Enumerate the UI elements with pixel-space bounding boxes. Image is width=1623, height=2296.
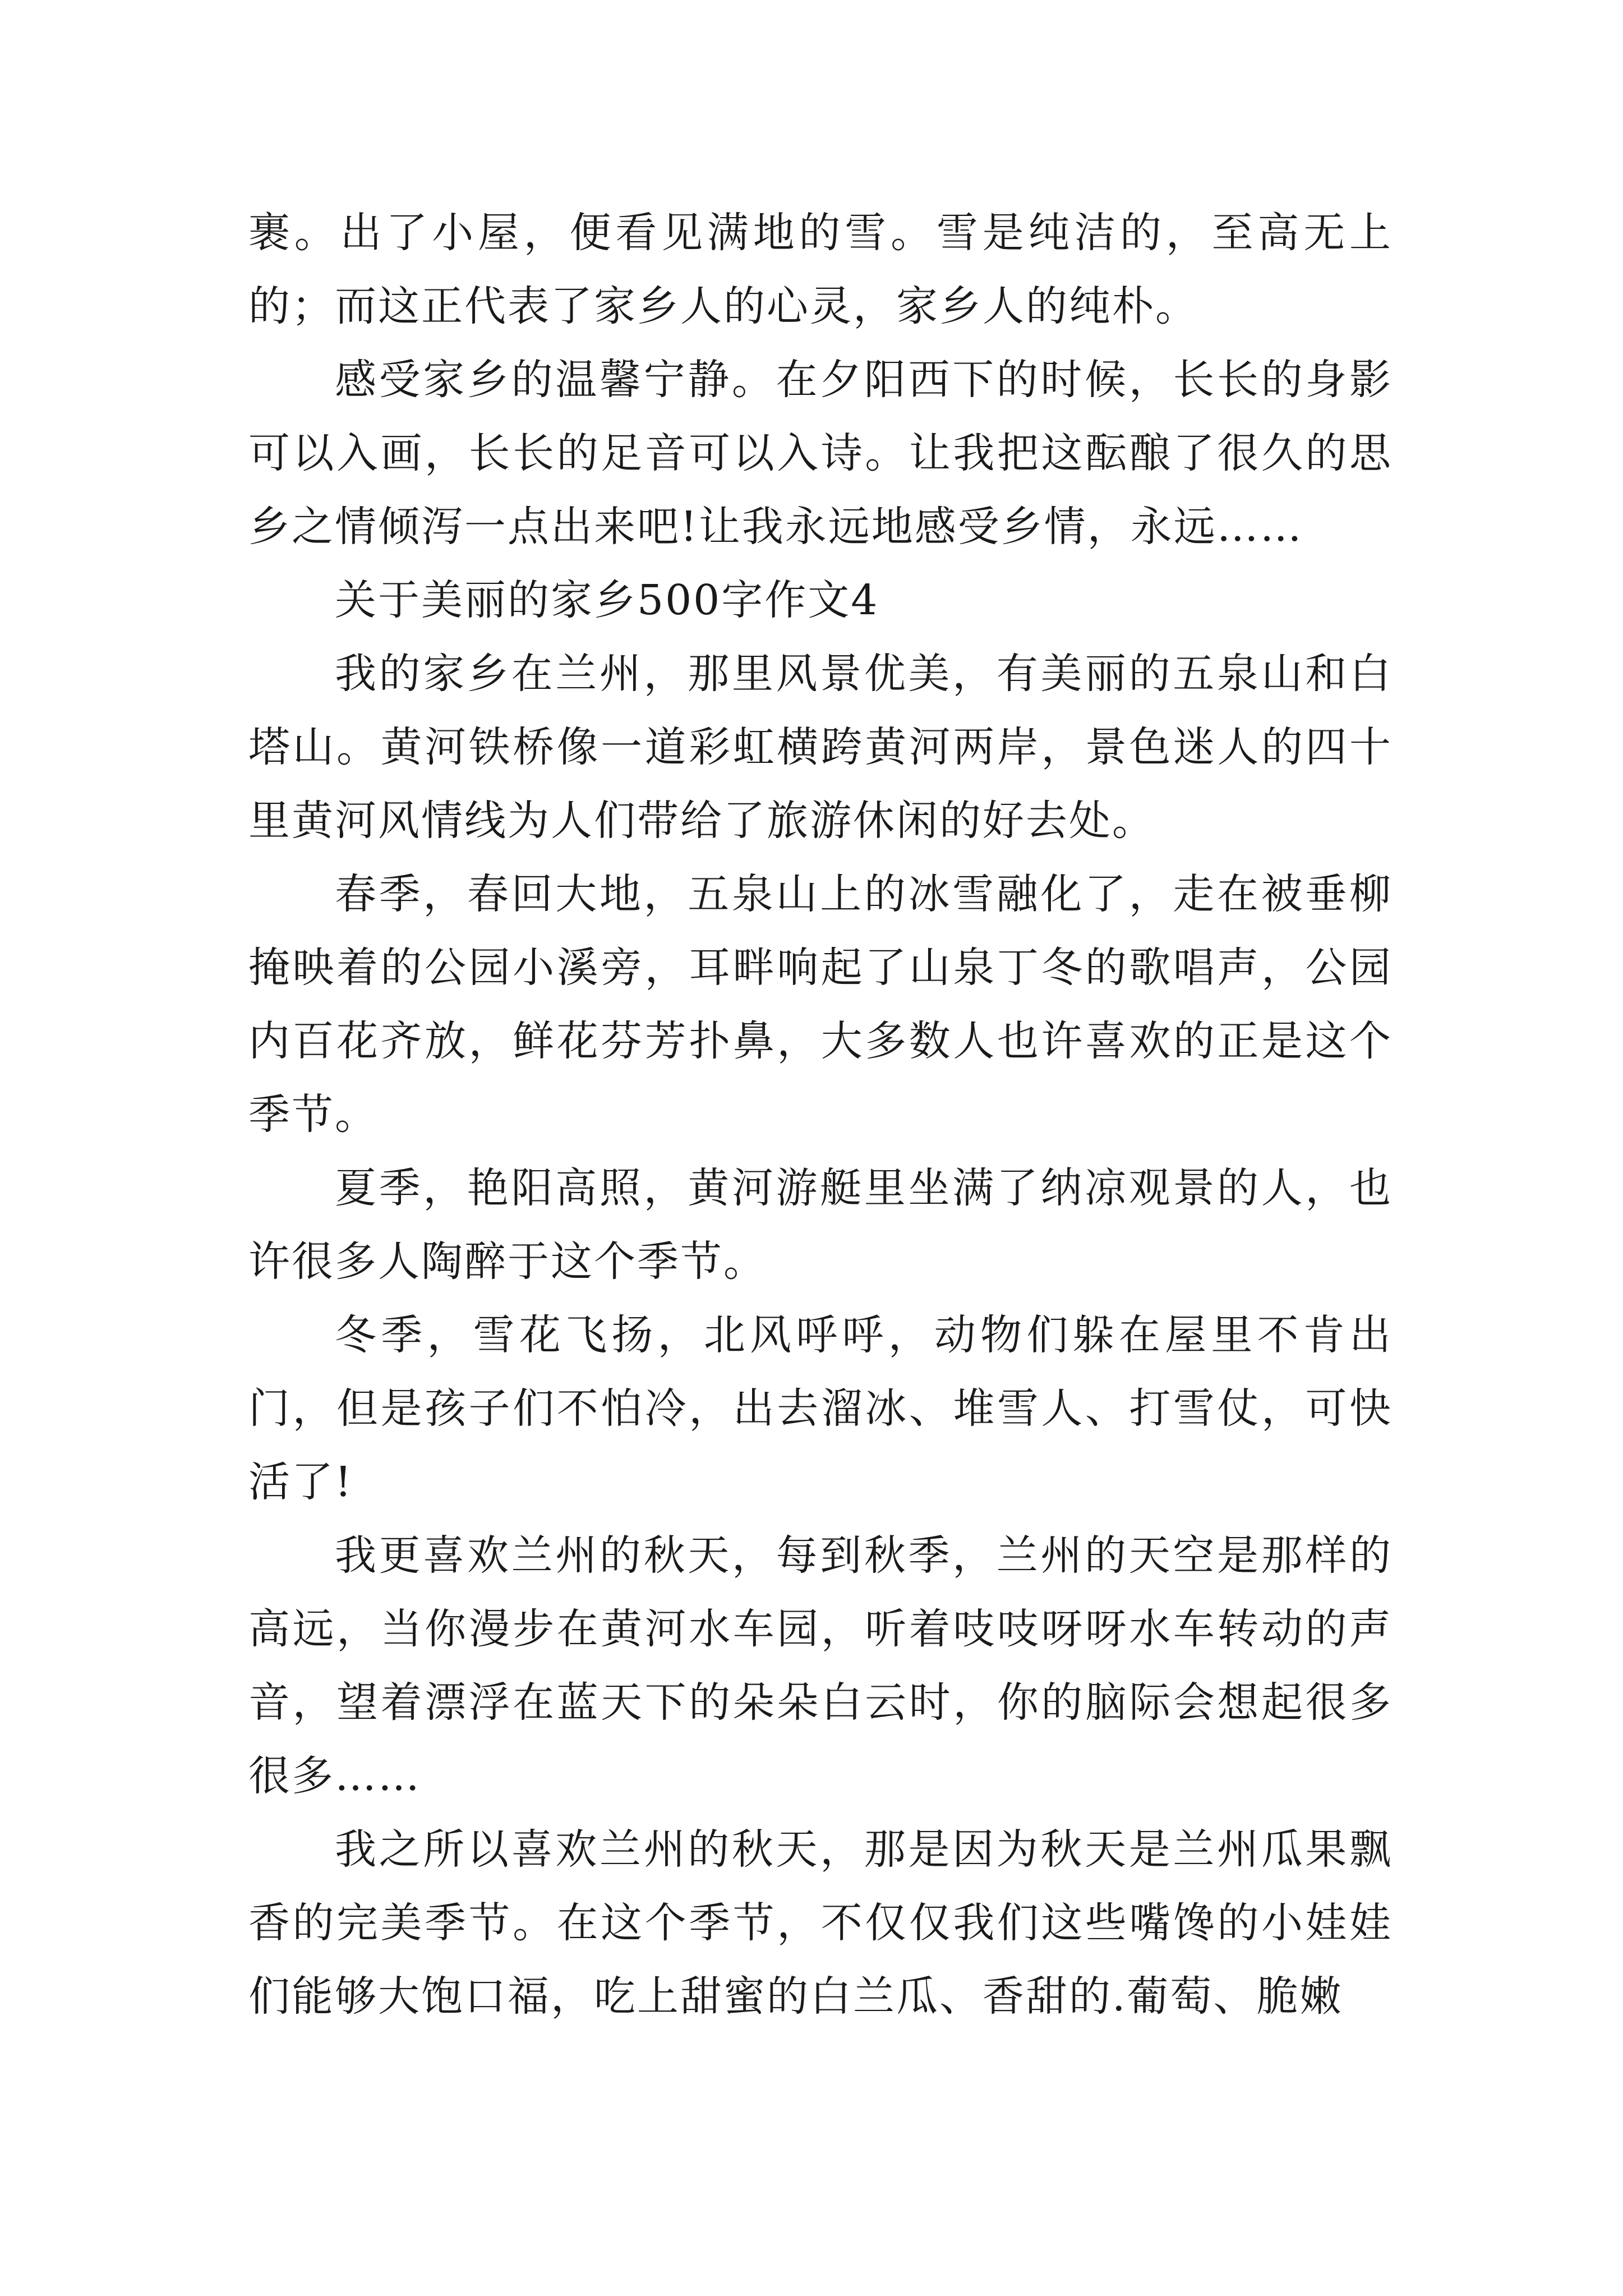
document-body (248, 196, 1393, 2033)
paragraph-snow: 裹。出了小屋，便看见满地的雪。雪是纯洁的，至高无上的；而这正代表了家乡人的心灵，家乡人的纯朴。 (248, 209, 1393, 330)
paragraph-summer: 夏季，艳阳高照，黄河游艇里坐满了纳凉观景的人，也许很多人陶醉于这个季节。 (248, 1164, 1393, 1286)
essay-title: 关于美丽的家乡500字作文4 (335, 576, 879, 624)
paragraph-lanzhou-intro: 我的家乡在兰州，那里风景优美，有美丽的五泉山和白塔山。黄河铁桥像一道彩虹横跨黄河两岸，景色迷人的四十里黄河风情线为人们带给了旅游休闲的好去处。 (248, 650, 1393, 845)
paragraph-spring: 春季，春回大地，五泉山上的冰雪融化了，走在被垂柳掩映着的公园小溪旁，耳畔响起了山泉丁冬的歌唱声，公园内百花齐放，鲜花芬芳扑鼻，大多数人也许喜欢的正是这个季节。 (248, 870, 1393, 1139)
paragraph-homesick: 感受家乡的温馨宁静。在夕阳西下的时候，长长的身影可以入画，长长的足音可以入诗。让我把这酝酿了很久的思乡之情倾泻一点出来吧!让我永远地感受乡情，永远…… (248, 356, 1393, 551)
paragraph-autumn: 我更喜欢兰州的秋天，每到秋季，兰州的天空是那样的高远，当你漫步在黄河水车园，听着吱吱呀呀水车转动的声音，望着漂浮在蓝天下的朵朵白云时，你的脑际会想起很多很多…… (248, 1531, 1393, 1800)
paragraph-winter: 冬季，雪花飞扬，北风呼呼，动物们躲在屋里不肯出门，但是孩子们不怕冷，出去溜冰、堆雪人、打雪仗，可快活了! (248, 1311, 1393, 1506)
paragraph-autumn-fruit: 我之所以喜欢兰州的秋天，那是因为秋天是兰州瓜果飘香的完美季节。在这个季节，不仅仅我们这些嘴馋的小娃娃们能够大饱口福，吃上甜蜜的白兰瓜、香甜的.葡萄、脆嫩 (248, 1825, 1393, 2021)
